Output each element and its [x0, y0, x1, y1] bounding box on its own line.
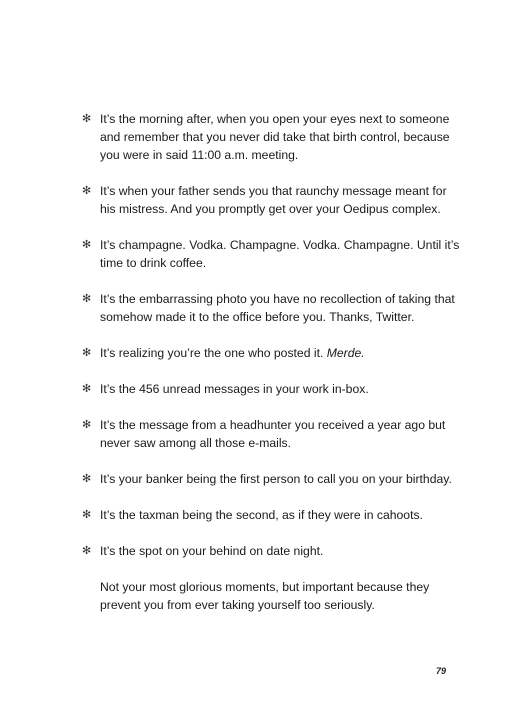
asterisk-bullet-icon: ✻ — [82, 239, 92, 251]
asterisk-bullet-icon: ✻ — [82, 419, 92, 431]
asterisk-bullet-icon: ✻ — [82, 473, 92, 485]
asterisk-bullet-icon: ✻ — [82, 347, 92, 359]
closing-paragraph: Not your most glorious moments, but important because they prevent you from ever taking yourself too seriously. — [100, 580, 430, 612]
list-item — [82, 470, 462, 488]
page-number: 79 — [435, 666, 446, 676]
item-text: It’s the embarrassing photo you have no recollection of taking that somehow made it to the office before you. Thanks, Twitter. — [100, 292, 455, 324]
item-text: It’s the 456 unread messages in your work in-box. — [100, 382, 369, 396]
asterisk-bullet-icon: ✻ — [82, 545, 92, 557]
asterisk-bullet-icon: ✻ — [82, 113, 92, 125]
asterisk-bullet-icon: ✻ — [82, 293, 92, 305]
item-text: It’s champagne. Vodka. Champagne. Vodka. Champagne. Until it’s time to drink coffee. — [100, 238, 460, 270]
list-item — [82, 542, 462, 560]
item-text: It’s the morning after, when you open your eyes next to someone and remember that you never did take that birth control, because you were in said 11:00 a.m. meeting. — [100, 112, 450, 162]
list-item — [82, 416, 462, 452]
item-text: It’s your banker being the first person to call you on your birthday. — [100, 472, 452, 486]
item-text: It’s the spot on your behind on date night. — [100, 544, 324, 558]
list-item — [82, 344, 462, 362]
asterisk-bullet-icon: ✻ — [82, 509, 92, 521]
item-text: It’s realizing you’re the one who posted it. — [100, 346, 327, 360]
list-item — [82, 182, 462, 218]
list-item — [82, 380, 462, 398]
asterisk-bullet-icon: ✻ — [82, 185, 92, 197]
asterisk-bullet-icon: ✻ — [82, 383, 92, 395]
bullet-list — [82, 110, 462, 614]
list-item — [82, 290, 462, 326]
item-text: It’s when your father sends you that raunchy message meant for his mistress. And you promptly get over your Oedipus complex. — [100, 184, 447, 216]
list-item — [82, 506, 462, 524]
item-text: It’s the taxman being the second, as if they were in cahoots. — [100, 508, 423, 522]
list-item — [82, 236, 462, 272]
list-item — [82, 110, 462, 164]
item-italic-text: Merde. — [326, 346, 365, 360]
item-text: It’s the message from a headhunter you received a year ago but never saw among all those e-mails. — [100, 418, 446, 450]
